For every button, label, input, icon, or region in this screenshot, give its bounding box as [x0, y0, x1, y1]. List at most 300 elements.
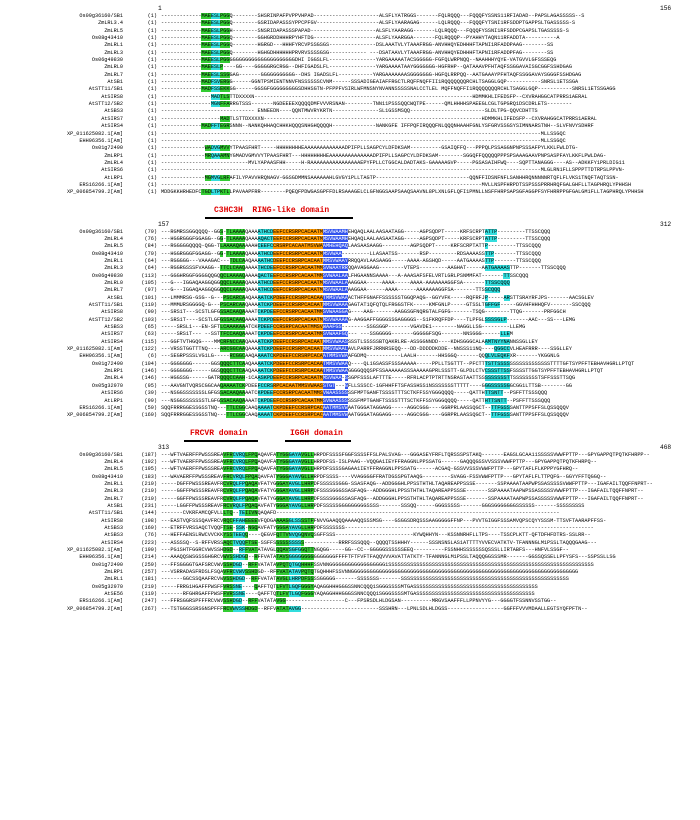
ruler-tick: 468: [660, 443, 672, 451]
position-ruler: [0, 220, 700, 229]
sequence-row: [0, 474, 700, 481]
sequence-row: [0, 383, 700, 390]
sequence-row: [0, 398, 700, 405]
sequence-text: -------RFGHRGAFFPWSFFVRSSNE----QAFFTQTLFVTLGQFGGGYAQAGGHHHGGGSSNNCQQQ1SGGGSSSSMTGASSSSSSSSSSSSSSSSSSSSSSSSSSSSSSSSSSSSSS: [161, 591, 535, 598]
sequence-label: AtSBS3: [104, 324, 123, 331]
sequence-label: AtSTT12/SB2: [88, 316, 123, 323]
sequence-label: ZmLRL4: [104, 458, 123, 465]
residue-start-number: (210): [141, 488, 157, 495]
sequence-label: AtSIRS6: [101, 390, 123, 397]
sequence-label: ZmLRL4: [104, 235, 123, 242]
sequence-text: -------------MAEESLPGGQ--------HGRGD---HHHFYRCVPSSGSGS---------------DSLAAATVLYTAAAFRGG-ANVHHQYEDHHHFTAPNI1RFADDPAAG--------SS: [161, 42, 554, 49]
sequence-rows: [0, 229, 700, 420]
residue-start-number: (146): [141, 375, 157, 382]
sequence-label: ZmLRP1: [104, 569, 123, 576]
residue-start-number: (146): [141, 368, 157, 375]
sequence-row: [0, 145, 700, 152]
residue-start-number: (1): [147, 86, 157, 93]
sequence-row: [0, 28, 700, 35]
sequence-row: [0, 503, 700, 510]
residue-start-number: (190): [141, 547, 157, 553]
sequence-text: -----GGFFPWSSSREAVFRCVRQLFPQAQAVFATYGGGAYAVGLLHRPDFSSSSGGGSSASFAQG--ADDGGGHLPPSSTHTHLTAQAREAPPSSSE-------SSPAAAATAAPWPSSASSSSSVWWFPTTP---IGAFAILTQQFFNPRT--: [161, 495, 644, 502]
sequence-text: ---HGGRGGGFGGAGG--GG-TLAAAAQAAAAQACTEEFCCRSRPCACAATMMSVWAAMHEHQAQLAALAASAATAGG-----AGPSQDPT-----KRFSCRPTATTP---------TTSSCQQQ: [161, 235, 551, 242]
sequence-label: Os01g72490: [91, 561, 123, 568]
residue-start-number: (1): [147, 137, 157, 144]
residue-start-number: (115): [141, 338, 157, 345]
sequence-label: AtSIRS4: [101, 123, 123, 130]
residue-start-number: (76): [144, 235, 157, 242]
sequence-row: [0, 35, 700, 42]
domain-label: FRCVR domain: [190, 428, 248, 438]
sequence-label: AtSTT11/SB1: [88, 510, 123, 517]
residue-start-number: (160): [141, 412, 157, 419]
sequence-row: [0, 57, 700, 64]
sequence-text: --------------MGMVGLRFAFILYPAVVHRQNAGV-GGSGDMMNSAAAAAAHLGVGY1PLLTAGTP------------------------------QQNFFIDSNFNFLSANHHRQNNNNNRTQFLFLVKS1TNQFTAQTSSN-: [161, 174, 619, 181]
residue-start-number: (1): [147, 79, 157, 86]
sequence-row: [0, 591, 700, 598]
sequence-text: ---WFTVAERFFPWSSSREAVFRCVRQLFPQAQAVFATYGGGAYAVGLLHRPDFSSSSGAGAA1IEYFFRAGGNLPPSSATG------ACGAQ-GSSVVSSSVWWFPTTP---GPYTAFLFLKPPPYGFHRQ--: [161, 466, 579, 473]
sequence-label: AtSIRS7: [101, 115, 123, 122]
sequence-label: AtSIRS4: [101, 338, 123, 345]
residue-start-number: (84): [144, 243, 157, 250]
sequence-row: [0, 412, 700, 419]
sequence-text: -----FRRG1HGAFFPWSFFVRSSNE----QAFFTQTLFVTLGQFGGGYAQAGGHHHGGGSSNNCQQQ1SGGGSSSSMTGASSSSSSSSSSSSSSSSSSSSSSSSSSSSSSSSSSSSSSSS: [161, 583, 538, 590]
residue-start-number: (65): [144, 324, 157, 331]
residue-start-number: (63): [144, 331, 157, 338]
sequence-label: ZmLRL3.4: [98, 20, 123, 27]
sequence-text: -------------------MADTLSTTDXXXXN----------------------------------------------------------------------HDMMKHLIFEDSFP--CXVRAHGGCATPRRS1AERAL: [161, 115, 597, 122]
sequence-text: SQQFRRRGGESSGSSTNQ---TTLCGGCAAQAAAATCKPDEEFCCRSRPCACAATMMSVWAATGGGATAGGAGG-----AGGCGGG----GGRPRLAASSQGCT--TTFGSSSANTTPPSFFSLQSSQQQV: [161, 412, 569, 419]
sequence-label: Os09g36160/SB1: [79, 228, 123, 235]
sequence-label: EHH96356.1[Am]: [79, 554, 123, 561]
msa-figure: [0, 4, 700, 820]
residue-start-number: (223): [141, 539, 157, 546]
sequence-text: ---RGGGGG---VAAAGAC---TDLCAAQAAAATHCDEEFCCRSRPCACAATMMSVWAAYRRQQAVLAASAAGG-----AAAA-AGSHQD-----AATGAAAASTTP-------TTSSCQQQ: [161, 257, 541, 264]
residue-start-number: (1): [147, 20, 157, 27]
position-ruler: [0, 443, 700, 452]
residue-start-number: (1): [147, 101, 157, 108]
sequence-row: [0, 466, 700, 473]
sequence-text: ---VSRRADASFRDSLFSQAVFRCVWVSSHDGD--RFFVATATAVPQTQTGQHHHFSSVNNGGGGGGGGGGGGGGGGGGGGGGGGGGGGGGGGGGGGGGGGGGGGGGGGGGGGGGGGGGGGGGGGGGGGGGGGG: [161, 569, 579, 576]
sequence-text: --------------------------------------------------------------------------------------------------------------------------MLLSSGQC: [161, 130, 566, 137]
residue-start-number: (1): [147, 108, 157, 115]
sequence-row: [0, 79, 700, 86]
sequence-row: [0, 554, 700, 561]
sequence-text: -----SRSL1---EN-SFTLCAAAKAAATCKPDEEFCCRSRPCACAATMMSVWAAFGS--------SSGSGGP-------VGAVDE1--------NAGGLLSG---------LLEMG: [161, 324, 526, 331]
sequence-text: ---FFRSGGRSPFFFRCVWVSSHDGD--RFFVATATAVGG-------------------C---FPSRSDLHLDGSAN----------MRGVSAAFFFLLPPNVYYG---GGGGTFSSNNVSSTGG--: [161, 598, 557, 605]
sequence-label: Os01g72490: [91, 360, 123, 367]
sequence-label: XP_011625082.1[Am]: [66, 547, 123, 553]
sequence-row: [0, 189, 700, 196]
sequence-row: [0, 287, 700, 294]
ruler-tick: 313: [158, 443, 170, 451]
residue-start-number: (231): [141, 502, 157, 509]
sequence-rows: [0, 452, 700, 614]
sequence-row: [0, 138, 700, 145]
sequence-row: [0, 265, 700, 272]
sequence-row: [0, 353, 700, 360]
residue-start-number: (64): [144, 257, 157, 264]
sequence-label: Os09g36160/SB1: [79, 13, 123, 19]
sequence-row: [0, 251, 700, 258]
sequence-row: [0, 131, 700, 138]
sequence-label: ZmLRL5: [104, 243, 123, 250]
sequence-label: AtSIRS6: [101, 167, 123, 174]
sequence-text: -------------MAEESLPGGQ--------GGHGRDDHHHRPYHFTDG--------------------ALSFLYAARGGA-------FQLRQQQP--PYAHHYTAQN11RFADDTA----------A: [161, 35, 560, 42]
sequence-row: [0, 317, 700, 324]
sequence-label: ZmLRL3: [104, 488, 123, 495]
sequence-label: ZmLRL1: [104, 576, 123, 583]
sequence-text: -------------MAEESLP----GG----GGGGGRGCRGG--DHFIGADSLFL---------------YARGAAAATAAYGGGGGGG-HGFRHP--QATAAAVPFHTAQFSSGGAVAISGCGGFSSHDGAG: [161, 64, 572, 71]
sequence-row: [0, 42, 700, 49]
sequence-label: AtSB1: [107, 79, 123, 86]
sequence-row: [0, 547, 700, 554]
sequence-text: ---AAAQQSWSGSSGHGRCVWVSSHDGD--RFFVATATAVSGGGGGGGGGGGGGGGFFFFTFTFVFTFAQQVVVAVATTATKTY-TFANNNGLM1PSSLTAQQQGGSSSMR-------GGSSQSSELLPFYSFS---SSPSSLLSG: [161, 554, 616, 561]
sequence-text: -------------MAEESLPGGQ--------HGHGDHHHHHHPRVRVSSSSGSG------------ ---DSATAAVLYTAAAFRGG-ANVHHQYEDHHHFTAPNI1RFADDPFAG--------SS: [161, 49, 554, 56]
sequence-row: [0, 101, 700, 108]
sequence-label: AtSBS3: [104, 524, 123, 531]
sequence-row: [0, 390, 700, 397]
sequence-row: [0, 459, 700, 466]
sequence-text: ---WFTVAERFFPWSSSREAVFRCVRQLFPQAQAVFATYGGGAYAVGLLHRPDFSSSSFGGFSSSSFFSLPALSVAG---GGGASEYFRFLTQRSSSPSTAKQ-------EAGSLGCAA11SSSSSVWWFPTTP---GPYGAPPQTPQTKFHRPP--: [161, 451, 650, 458]
alignment-block: [0, 4, 700, 197]
sequence-text: --------------------------------------------------------------------------------------------------------------------------MLLSSGQC: [161, 137, 566, 144]
sequence-label: AtSIRS4: [101, 539, 123, 546]
sequence-label: XP_011625082.1[Am]: [66, 130, 123, 137]
sequence-text: -----LGGFFPWSSSREAVFRCVRQLFPQAQAVFATYGGGAYAVGLLHRPDFSSSSSGGGGGGGGGSSSS-------SSSQQ------GGGSSSSS-------GGGSGGGGGGGSSSSSS-------SSSSSSSSS: [161, 502, 585, 509]
domain-annotation-bar: [0, 430, 700, 443]
residue-start-number: (187): [141, 451, 157, 458]
sequence-row: [0, 160, 700, 167]
sequence-text: ---ASSSSQ--S-RFFVRSSAQCTVQQFTSE-SSFFSSSSSSSSSS-----------RRRFSSSQQQ--QQQQTSSHHHY------SSSNSNSLAS1ATTTTYVVECVATKTV-TFANNNGLM1PSSLTAQQQGAAG---: [161, 539, 597, 546]
residue-start-number: (97): [144, 287, 157, 294]
sequence-row: [0, 598, 700, 605]
sequence-label: ZmLRL0: [104, 280, 123, 286]
residue-start-number: (101): [141, 294, 157, 301]
sequence-text: --------------------------------------------------------------------------------------------------------------------------MLGLRN1FLLSPPPTTDTRPSLPPVN-: [161, 167, 625, 174]
domain-annotation-bar: [0, 207, 700, 220]
sequence-row: [0, 280, 700, 287]
sequence-text: ---WFTVAERFFPWSSSREAVFRCVRQLFPQAQAVFATYGGGAYAVGLLHRPDFSS-ISLPAAG--VQQGA1IEYFFRAGGNLPPSSATG------GAQQQGSSVVSSSVWWFPTTP---GPYGAPPQTPQTKFHRPQ--: [161, 458, 597, 465]
sequence-label: AtSTT12/SB2: [88, 101, 123, 108]
residue-start-number: (1): [147, 57, 157, 64]
residue-start-number: (1): [147, 123, 157, 130]
sequence-label: Os06g49830: [91, 272, 123, 279]
residue-start-number: (119): [141, 591, 157, 598]
sequence-text: ---PG1SHTFGGRCVWVSSHDGD--RFFVATATAVGLQQAVSGFGGQTTNGQGG-----GG--CC--GGGGGSSSSSSEEQ----------FSSNHHSSSSSSSQSSSLLIRTABFS---HNFVLSSGF--: [161, 547, 569, 553]
ruler-tick: 312: [660, 220, 672, 228]
sequence-label: AtSIRS8: [101, 93, 123, 100]
residue-start-number: (1): [147, 174, 157, 181]
sequence-row: [0, 258, 700, 265]
residue-start-number: (1): [147, 64, 157, 71]
sequence-row: [0, 243, 700, 250]
residue-start-number: (1): [147, 130, 157, 137]
sequence-text: ---EASTVQFSSSQAVFRCVRQCFFAHEEEEVFQDGAAAAGGLSSSSTFFNVVGAAQQQAAAAQQSSSMSG----GSGGSDRQSSSAAGGGGGFFNP---PVVTGIGGFSSSAMVQPSCQYYSSSM-TTSVFTAARAPFFSS-: [161, 517, 607, 524]
sequence-label: ZmLRL4: [104, 375, 123, 382]
alignment-blocks: [0, 4, 700, 613]
residue-start-number: (214): [141, 554, 157, 561]
sequence-text: -------GGCSSQAAFRCVWVSSHDGD--RFFVATATAVGLLHRPDFSSSSGGGGG-------SSSSSSS-------SSSSSSSSSSSSSSSSSSSSSSSSSSSSSSSSSSSSSSSSSSSSSSSSSSSSSS: [161, 576, 569, 583]
sequence-text: ---RGMRSSGGQQQQ--GGS-TLAAAAQAAAATHCDEEFCCRSRPCACAATMMSVWAAMHEHQAQLAALAASAATAGG-----AGPSQDPT-----KRFSCRPTATTP---------TTSSCQQQ: [161, 228, 551, 235]
sequence-text: ---GGFTVTHGQG----MMCRFNCCAAQAAAATCKPDEEFCCRSRPCACAATMMSVWAASSSSTLSSSSSBTQAKRLRE-ASSGGNNDD----KDHSGGGCALAAMTNYYNANNSSGLLEY: [161, 338, 538, 345]
sequence-label: Os05g32970: [91, 382, 123, 389]
residue-start-number: (113): [141, 272, 157, 279]
sequence-text: -------------MADFSSEKKGG------GGSGFGGGGGGGGGSDHHSGTN-PFPPFVSIRLWFMNSNYNVANNSSSSSNALCCTLEL MQFFNQFFI1RQQQQQQQRCHLTSAGGLGQP-----------SNRSL1ETSSGAGG: [161, 86, 616, 93]
residue-start-number: (1): [147, 167, 157, 174]
residue-start-number: (103): [141, 316, 157, 323]
residue-start-number: (50): [144, 404, 157, 411]
sequence-text: ---HEFFAENSLRWCVVCKKYSSTEEQQ----QEGVFQTTVNVQGQNVQSGFFSSS-------------------------KYWQHHYN---KSSNNRHFLLTPS----TSSCPLKTT-QFTDFHFDTRS-SSLRR--: [161, 532, 591, 539]
sequence-label: ZmLRL1: [104, 257, 123, 264]
residue-start-number: (110): [141, 302, 157, 309]
sequence-text: ---GGGGGGG------GGSQQQCTTCAAQAAAATCKPDEEFCCRSRPCACAATMMSVWAAQ----QL1GSASSFSSSAAAAA-----PPLLTSGTTT--PFCTTTSTTSSSSSSSSSSSSSSSSSTTTTGFTSYPFFTEBHAVHGRLLPTQT: [161, 360, 635, 367]
sequence-label: ZmLRL7: [104, 71, 123, 78]
sequence-label: Os01g72490: [91, 145, 123, 152]
residue-start-number: (1): [147, 71, 157, 78]
sequence-label: AtSB1: [107, 502, 123, 509]
sequence-label: ZmLRL4: [104, 159, 123, 166]
sequence-label: AtSBS3: [104, 108, 123, 115]
sequence-label: Os08g43410: [91, 35, 123, 42]
sequence-text: ---LMMMRSG-GSG--G---PSCARCAAQAAAATCKPDEEFCCRSRPCACAATMMSVWAAACTHFFGNAFFSSSSSSTGGQPAQG--GGYVFK-----RQFRFJP-----ARSTTSRAYRFJPS-------AACSGLEV: [161, 294, 594, 301]
sequence-row: [0, 123, 700, 130]
residue-start-number: (1): [147, 35, 157, 42]
sequence-text: ---SRS1T----SCSTLGFGSSACAAQAAAATCKPDEEFCCRSRPCACAATMMSVWAAAAG-AAGGAFFGGGGSSGAGGGGS--S1FKRQFFDP----TLPFGLSSSSGLP-------AAC---SS---LEMG: [161, 316, 576, 323]
sequence-text: SQQFRRRGGESSGSSTNQ---TTLCGGCAAQAAAATCKPDEEFCCRSRPCACAATMMSVWAATGGGATAGGAGG-----AGGCGGG----GGRPRLAASSQGCT--TTFGSSSANTTPPSFFSLQSSQQQV: [161, 404, 569, 411]
sequence-text: -------------MADFSVERGG------GGNTPSMIENTNNVFNSSSSSSCVNM------SSSADIGEAIAFFRGCTLRQFFNQFFII1RQQQQQQQRCHLTSAGGLGQP-----------SNRSL1ETSSGA: [161, 79, 579, 86]
residue-start-number: (1): [147, 42, 157, 49]
sequence-label: Os05g32970: [91, 583, 123, 590]
sequence-label: ZmLRL5: [104, 466, 123, 473]
sequence-text: ---GGGHRGGFGGGGQQGQQCLAAAAQAAAAQACTEEFCCRSRPCACAATMMSVWAALAALFHGAANNSAAAA---A-AAASAFSFELVRTLGRLPSNMMFAT-------TTSSCQQQ: [161, 272, 529, 279]
residue-start-number: (1): [147, 93, 157, 100]
sequence-text: -------------MAEESLSSGGAG-------GGGGGGGGGGG--DHS IGADSLFL-----------YARGAAAAAAASGGGGGGG-HGFQLRRPQQ--AATGAAAYPFHTAQFSSGGAVAYSGGGFSSHDGAG: [161, 71, 582, 78]
sequence-label: Os06g49830: [91, 57, 123, 64]
residue-start-number: (122): [141, 346, 157, 353]
sequence-row: [0, 339, 700, 346]
sequence-row: [0, 481, 700, 488]
sequence-text: ---G---IGGAQAAGGQGGQQCLAAAAQAAAATHCDEEFCCRSRPCACAATMMSVWAALAAAGGAA------AAAA------AAAAAAAGGFSA-------TTSSCQQQ: [161, 287, 501, 294]
sequence-text: ---NSGGSSSSSSSLGFGSSACAAQAAAATCKPDEEFCCRSRPCACAATMMSVWAASSSSSSFMPTGANFTSSSSTTTSCTKFFSSYGGGQQQQ-----QATTHTTSNTT--PSFFTTSSSQQQ: [161, 390, 548, 397]
residue-start-number: (259): [141, 561, 157, 568]
sequence-row: [0, 236, 700, 243]
sequence-row: [0, 94, 700, 101]
sequence-label: ZmLRL7: [104, 495, 123, 502]
residue-start-number: (64): [144, 265, 157, 272]
ruler-tick: 157: [158, 220, 170, 228]
sequence-text: -----SRS1T--- --SSTTFCCAAQAAAATCKPDEEFCCRSRPCACAATMMSVWAAFGQ--- ---SSGGGGG-------GGGGGFSQG-------NNSGGG------LLEM: [161, 331, 513, 338]
sequence-label: EHH96356.1[Am]: [79, 353, 123, 360]
sequence-row: [0, 375, 700, 382]
sequence-text: ---RGGGGGQQQQ-QGG-TLAAAAQAAAAAHCEEFCCRSRPCACAATMSVWAAMHEHQAQLAASAASAAGG---------AGPSQDPT-----KRFSCRPTATTP---------TTSSCQQQ: [161, 243, 541, 250]
sequence-text: -----DGFFPWSSSREAVFRCVRQLFPQAQAVFATYGGGAYAVGLLHRPDFSSSSSSGGG-SSASFAQG--ADDGGGHLPPSSTHTHLTAQAREAPPSSSE-------SSPAAAATAAPWPSSASSSSSVWWFPTTP---IGAFAILTQQFFNPRT--: [161, 480, 653, 487]
sequence-text: ---AAVGNTVQRSCGGCAAQAAAATCKPDEEFCCRSRPCACAATMMSVWAASSTGT---GFLLSSSCC-1GFHHFFTSFASSHSS1NSSSSSSSTTTTT----GGGSSSSSGGCGG1LTTSB--------GG: [161, 382, 572, 389]
sequence-text: ---ETRFFVRSSAQCTVQQFTSE-SSK-NGQAVFATYGGGAYAVGLLHRPDFSSSSSSS--------------------------------------------------------------------------------: [161, 524, 594, 531]
sequence-row: [0, 64, 700, 71]
sequence-row: [0, 116, 700, 123]
sequence-label: AtSB1: [107, 294, 123, 301]
sequence-row: [0, 510, 700, 517]
sequence-row: [0, 525, 700, 532]
sequence-text: ---SRS1T---SCSTLGFGSSACAAQAAAATCKPDEEFCCRSRPCACAATMMSVWAAGGAG----AAG-------AAGGSGFNQRGTALFGFG-------TSQG--------TTQG-------PRFGGCH: [161, 309, 566, 316]
sequence-row: [0, 606, 700, 613]
residue-start-number: (90): [144, 309, 157, 316]
sequence-row: [0, 368, 700, 375]
sequence-text: MDDGKKHRHEDFCTGDLTPKTLLPAVAAPFRR--------PQEQFPDWGASGPFFDLRSAAAGELCLGFNGGSAAPSAAQSAAVNL8PLXNLGFLQFI1PMNLLNSFFHRPSAPSGFAGGPFSYFHRRPPGFGALGM1FLLTAGPHRQLYPHHSH: [161, 189, 644, 196]
sequence-label: EHH96356.1[Am]: [79, 137, 123, 144]
sequence-label: AtSTT11/SB1: [88, 302, 123, 309]
sequence-row: [0, 229, 700, 236]
residue-start-number: (39): [144, 390, 157, 397]
residue-start-number: (219): [141, 583, 157, 590]
sequence-text: ---WAVAERFFPWSSSREAVFRCVRQLFPQAQAVFATYGGGAYAVGLLHRPDFSSSS----VVAGGGGFFRATDGSSPGTAAQG---------SVAGG-FSSVWWFPTTP---GPYTAFLFLTTPQFG--GGYYFFTQGGQ--: [161, 473, 607, 480]
sequence-label: Os09g36160/SB1: [79, 451, 123, 458]
sequence-row: [0, 182, 700, 189]
residue-start-number: (257): [141, 569, 157, 576]
residue-start-number: (1): [147, 159, 157, 166]
sequence-row: [0, 302, 700, 309]
sequence-row: [0, 295, 700, 302]
residue-start-number: (79): [144, 228, 157, 235]
sequence-rows: [0, 13, 700, 197]
residue-start-number: (105): [141, 280, 157, 286]
sequence-label: ZmLRL5: [104, 27, 123, 34]
sequence-row: [0, 86, 700, 93]
sequence-row: [0, 576, 700, 583]
sequence-row: [0, 175, 700, 182]
sequence-row: [0, 496, 700, 503]
sequence-row: [0, 532, 700, 539]
sequence-row: [0, 273, 700, 280]
sequence-label: AtSIRS8: [101, 309, 123, 316]
sequence-row: [0, 324, 700, 331]
domain-label: C3HC3H RING-like domain: [214, 205, 330, 215]
sequence-text: --------------WADVGMVVYTPAASFHRT-----HHHHHHHHEAAAAAAAAAAAAADPIFPLLSAGPCYLDFDKSAM----------GSAIQFFQ---PPPQLPSSAGGNPNPSSSAFPYLKKLFWLDTG-: [161, 145, 579, 152]
sequence-label: AtSE56: [104, 591, 123, 598]
residue-start-number: (1): [147, 152, 157, 159]
sequence-label: Os08g43410: [91, 250, 123, 257]
residue-start-number: (76): [144, 532, 157, 539]
sequence-text: -------------MAEESLPGGH--------SNSRIDAPASSSPAPAD---------------------ALSFLYAARAGG-------LQLRQQQ---FQQQFYSSNI1RFSDDPCGAPSLTGASSSSS-S: [161, 27, 569, 34]
sequence-text: -------------MAEESLPGGQ--------SHSRINPAFPVPPVHPAD---------------------ALSFLYATRGGS-------FQLRQQQ---FQQQFYSSNS11RFIADAD--PAPSLAGASSSSS--S: [161, 13, 585, 19]
residue-start-number: (1): [147, 13, 157, 19]
residue-start-number: (210): [141, 495, 157, 502]
sequence-label: AtLRP1: [104, 397, 123, 404]
sequence-text: ---MMMURSGGGGQ-G---PSCARCAAQAAAATCKPDEEFCCRSRPCACAATMMSVWAAAGAGTAT1QFQTQLFRGGSTFK-----KMFGNLP-----GTSSLTGFFGF-----GGVHFHHHQFV-------SSCQQQ: [161, 302, 591, 309]
residue-start-number: (267): [141, 605, 157, 612]
sequence-row: [0, 20, 700, 27]
residue-start-number: (99): [144, 397, 157, 404]
sequence-text: ---TSTGGGSSRSGNSPFFFRCVWVSSHDGD--RFFVATATAVGG-------------------------SSSHRN---LPNLSDLHLDGSS------------------GGFFFVVVMDAALLEGTSYQFPFTN--: [161, 605, 588, 612]
sequence-label: ERS16266.1[Am]: [79, 598, 123, 605]
sequence-text: ---HGGSSG------GATRQQQCCAAH-1CAASKPDEEFCCRSRPCACAATMMSVWAA-SSGPFSSSLAFTTTE-----RFRLACPTPTRTTNSRASTAATTSSSSSSSSSTTSSSSSSSSTSFFSSSTTSQG: [161, 375, 576, 382]
residue-start-number: (1): [147, 181, 157, 188]
sequence-label: ZmLRP1: [104, 152, 123, 159]
residue-start-number: (6): [147, 353, 157, 360]
residue-start-number: (1): [147, 189, 157, 196]
sequence-text: -------CVKRFAMCQFVLLLTQ--TEIIVNQAQAFD-------------------------------------------------------------------------------------------: [161, 510, 560, 517]
sequence-row: [0, 518, 700, 525]
ruler-tick: 156: [660, 5, 672, 12]
sequence-text: ---HGGRGGGFGGAGG--GG-TLAAAAQAAAATHCDEEFCCRSRPCACAATMMSVWAA---------LLASAATSS-------RSP---------RDSAAAASSTTP-------TTSSCQQQ: [161, 250, 541, 257]
sequence-label: ZmLRL1: [104, 42, 123, 49]
sequence-text: --------------MRQAAAMNYGMADVGMVVYTPAASFHRT---HHHHHHHHEAAAAAAAAAAAAAADPIFPLLSAGPCYLDFDKSAM--------SGGQFFQQQQQPPPSPSAAAGAAVPNPSASPFAYLKKFLPWLDAG-: [161, 152, 607, 159]
residue-start-number: (144): [141, 510, 157, 517]
position-ruler: [0, 4, 700, 13]
sequence-text: ----------------MADTLSTTDXXXXN----------------------------------------------------------------------HDMMKHLIFEDSFP--CXVRAHGGCATPRRS1AERAL: [161, 93, 588, 100]
residue-start-number: (210): [141, 480, 157, 487]
sequence-text: -------------MAEESLPGGGGGGGGGGGGGGGGGGGGGGGDHI IGGSLFL---------------YARGAAAAATACSGGGGG-FGFQLWRPNQQ--NAAHHHYQYE-VATGVVLGFSSSEQG: [161, 57, 557, 64]
sequence-text: ---SEGRPSSSLVG1LG-----RCGGCAAQAAAATCKPDEEFCCRSRPCACAATMMSVWAAFGDMQ-----------LAALH-------HHSGGQ-------QQQLVLEQKFXR-------YKGGNLG: [161, 353, 560, 360]
sequence-row: [0, 108, 700, 115]
sequence-label: AtSTT11/SB1: [88, 86, 123, 93]
alignment-block: [0, 207, 700, 420]
alignment-block: [0, 430, 700, 614]
sequence-text: ------------------------------ ENNEEDN----QQNTMWVRYKRTN---------------SL1GSSMSQQ------------------------SLDLTPG-QQVCDHTTS: [161, 108, 538, 115]
ruler-tick: 1: [158, 5, 162, 12]
sequence-text: ---NSGGSSSSSSSTLGFGSSACAAQAAAATCKPDEEFCCRSRPCACAATMMSVWAASSSSSSFMPTGANFTSSSSTTTSCTKFFSSYGGGQQQQ-----QATTHTTSNTT--PSFFTTSSSQQQ: [161, 397, 551, 404]
sequence-row: [0, 331, 700, 338]
residue-start-number: (195): [141, 466, 157, 473]
sequence-label: XP_006854799.2[Am]: [66, 605, 123, 612]
sequence-row: [0, 562, 700, 569]
sequence-text: -------------------------------------------------------------------------------------------------------MVLLNSPFHRPDTSSPSSSPRRHRQFGALGHFLLTAGPHRQLYPHHSH: [161, 181, 632, 188]
residue-start-number: (183): [141, 473, 157, 480]
sequence-text: ---RGGRGSSSFVAAGG--TTCLCAAQAAAATHCDEEFCCRSRPCACAATMMSVWAAYRRQQAVAGGAAG--------VTEPS---------AAGHAT-----AATGAAAASTTP-------TTSSCQQQ: [161, 265, 566, 272]
residue-start-number: (70): [144, 250, 157, 257]
sequence-row: [0, 540, 700, 547]
sequence-text: ---VRSSTGGTTTNQ----ARCGGCAAQAAAATCKPDEEFCCRSRPCACAATMMSVWAALAVLPARRFJRRNRSEQQ---DD-DDDDDKDDE--NNSSS11NQ----QGGCCVLHEAFRRR----SSGLLEY: [161, 346, 572, 353]
sequence-label: ZmLRL7: [104, 287, 123, 294]
sequence-label: AtSIRS7: [101, 331, 123, 338]
sequence-label: Os08g43410: [91, 473, 123, 480]
sequence-row: [0, 488, 700, 495]
sequence-text: -----GGFFPWSSSREAVFRCVRQLFPQAQAVFATYGGGAYAVGLLHRPDFSSSSGGGSSASFAQG--ADDGGGHLPPSSTHTHLTAQAREAPPSSSE-------SSPAAAATAAPWPSSASSSSSVWWFPTTP---IGAFAILTQQFFNPRT--: [161, 488, 644, 495]
sequence-text: ---GGGGGGG------GGSQQQCTTCAAQAAAATCKPDEEFCCRSRPCACAATMMSVWAAGGGGQQQSPFSSAAAAAASSSAAAAAGPRLSSSTT-GLPDLCTVCSSSTTSSFSSSSTTGGTSYPFFTEBHAVHGRLLPTQT: [161, 368, 604, 375]
residue-start-number: (181): [141, 576, 157, 583]
sequence-label: AtSBS3: [104, 532, 123, 539]
sequence-text: ----------------------------MVLYAPAASFHH-----H-RAAAAAAAAAAAAAAAAEPYFPLLCTGGCALDADTAKS-GAAAAAGVP-----PGSASAIHFWQ----SQPTTANAGGG----AS--ADKKFY1PRLDIG11: [161, 159, 625, 166]
residue-start-number: (1): [147, 49, 157, 56]
residue-start-number: (1): [147, 27, 157, 34]
sequence-label: ZmLRL0: [104, 64, 123, 71]
sequence-label: ZmLRL3: [104, 49, 123, 56]
sequence-label: ZmLRL1: [104, 480, 123, 487]
sequence-row: [0, 346, 700, 353]
sequence-label: XP_011625082.1[Am]: [66, 346, 123, 353]
sequence-text: ---G---IGGAQAAGGQGGQQCLAAAAQAAAATHCDEEFCCRSRPCACAATMMSVWAALAAAGGAA-----AAAA-----AAAA-AAAAAAAGGFSA-------TTSSCQQQ: [161, 280, 510, 286]
sequence-text: -------------MADFFTEGRSNNN--NANKQHHAQCHHKHQQQSNHGHQQQQH--------------NANKGFE IFFPQFIRQQQFNLQQQNHAAHFGNLYSFGRVSSGSYSIMNNARSTNH--SLVFNVYSDHRF: [161, 123, 594, 130]
sequence-label: ZmLRP1: [104, 368, 123, 375]
domain-label: IGGH domain: [290, 428, 343, 438]
sequence-label: XP_006854799.2[Am]: [66, 412, 123, 419]
residue-start-number: (95): [144, 382, 157, 389]
sequence-label: ERS16266.1[Am]: [79, 181, 123, 188]
sequence-label: AtSIRS8: [101, 517, 123, 524]
residue-start-number: (104): [141, 360, 157, 367]
sequence-row: [0, 584, 700, 591]
residue-start-number: (1): [147, 115, 157, 122]
residue-start-number: (160): [141, 524, 157, 531]
sequence-row: [0, 405, 700, 412]
sequence-row: [0, 153, 700, 160]
sequence-text: ---FFSGGGGTGAFSRCVWVSSHDGD--RFFVATATAVPQTQTGQHHHFSSVNNGGGGGGGGGGGGGGGGGG1SSSSSSSSSSSSSSSSSSSSSSSSSSSSSSSSSSSSSSSSSSSSSSSSSSSSSSSSSSSSSSSSSS: [161, 561, 594, 568]
residue-start-number: (1): [147, 145, 157, 152]
residue-start-number: (192): [141, 458, 157, 465]
sequence-row: [0, 452, 700, 459]
sequence-label: ERS16266.1[Am]: [79, 404, 123, 411]
